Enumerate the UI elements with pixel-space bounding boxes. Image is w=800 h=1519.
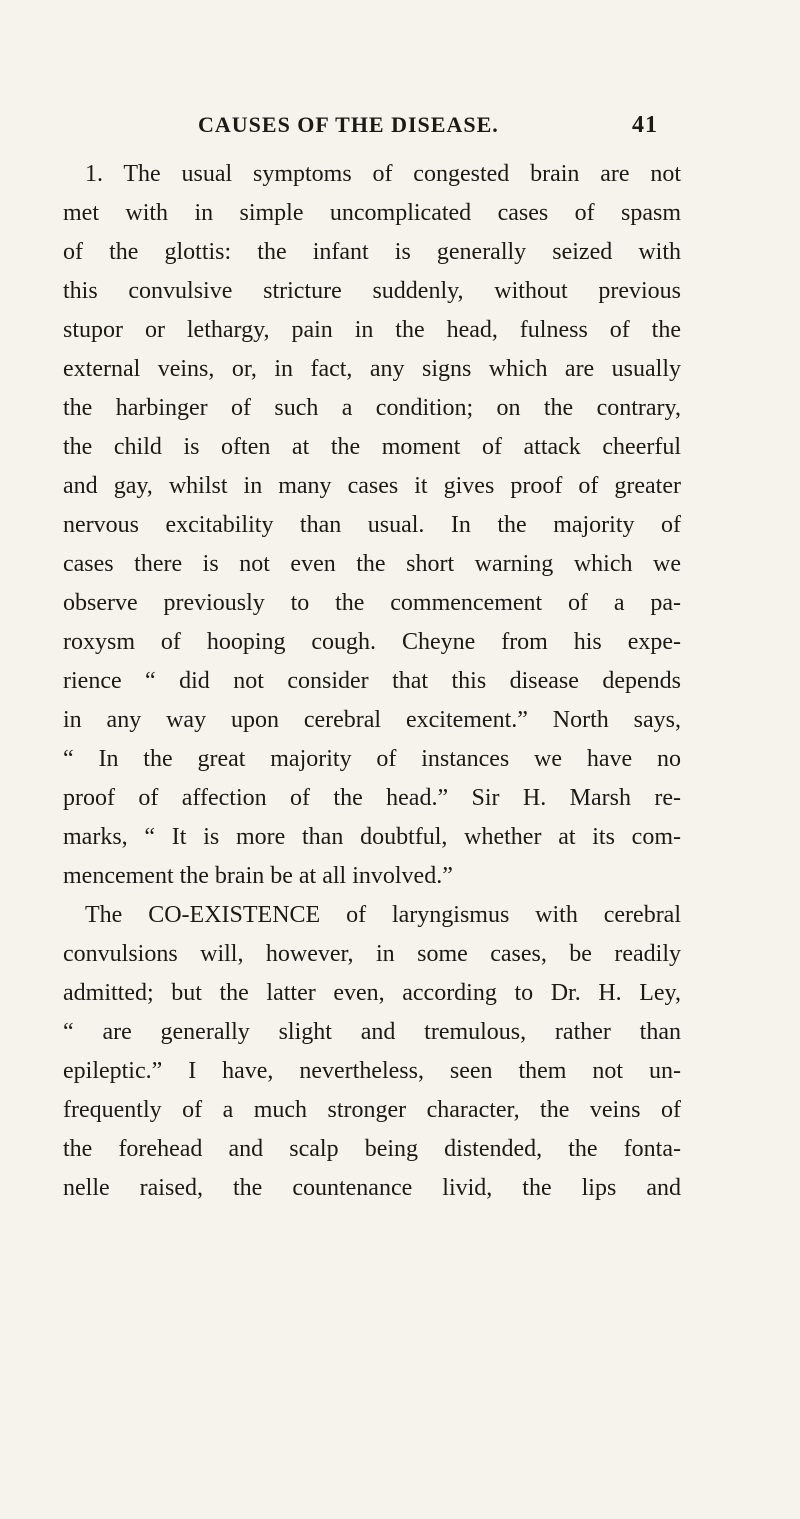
text-line: admitted; but the latter even, according to Dr. H. Ley,	[63, 980, 681, 1006]
text-line: “ In the great majority of instances we have no	[63, 746, 681, 772]
text-line: frequently of a much stronger character, the veins of	[63, 1097, 681, 1123]
running-head: CAUSES OF THE DISEASE.	[198, 112, 499, 137]
text-line: the harbinger of such a condition; on the contrary,	[63, 395, 681, 421]
text-line: nervous excitability than usual. In the majority of	[63, 512, 681, 538]
text-line: nelle raised, the countenance livid, the lips and	[63, 1175, 681, 1201]
text-line: “ are generally slight and tremulous, rather than	[63, 1019, 681, 1045]
text-line: cases there is not even the short warning which we	[63, 551, 681, 577]
text-line: 1. The usual symptoms of congested brain are not	[85, 161, 681, 187]
text-line: of the glottis: the infant is generally seized with	[63, 239, 681, 265]
text-line: the forehead and scalp being distended, the fonta-	[63, 1136, 681, 1162]
page-header	[198, 112, 658, 142]
text-line: observe previously to the commencement of a pa-	[63, 590, 681, 616]
text-line: convulsions will, however, in some cases, be readily	[63, 941, 681, 967]
text-line: met with in simple uncomplicated cases of spasm	[63, 200, 681, 226]
text-line: The CO-EXISTENCE of laryngismus with cerebral	[85, 902, 681, 928]
text-line: the child is often at the moment of attack cheerful	[63, 434, 681, 460]
text-line: mencement the brain be at all involved.”	[63, 863, 453, 889]
text-line: epileptic.” I have, nevertheless, seen them not un-	[63, 1058, 681, 1084]
text-line: in any way upon cerebral excitement.” North says,	[63, 707, 681, 733]
text-line: stupor or lethargy, pain in the head, fulness of the	[63, 317, 681, 343]
text-line: this convulsive stricture suddenly, without previous	[63, 278, 681, 304]
text-line: roxysm of hooping cough. Cheyne from his expe-	[63, 629, 681, 655]
text-line: rience “ did not consider that this disease depends	[63, 668, 681, 694]
text-line: external veins, or, in fact, any signs which are usually	[63, 356, 681, 382]
body-text	[63, 155, 681, 1208]
text-line: marks, “ It is more than doubtful, whether at its com-	[63, 824, 681, 850]
text-line: and gay, whilst in many cases it gives proof of greater	[63, 473, 681, 499]
page-number: 41	[632, 112, 658, 138]
text-line: proof of affection of the head.” Sir H. Marsh re-	[63, 785, 681, 811]
